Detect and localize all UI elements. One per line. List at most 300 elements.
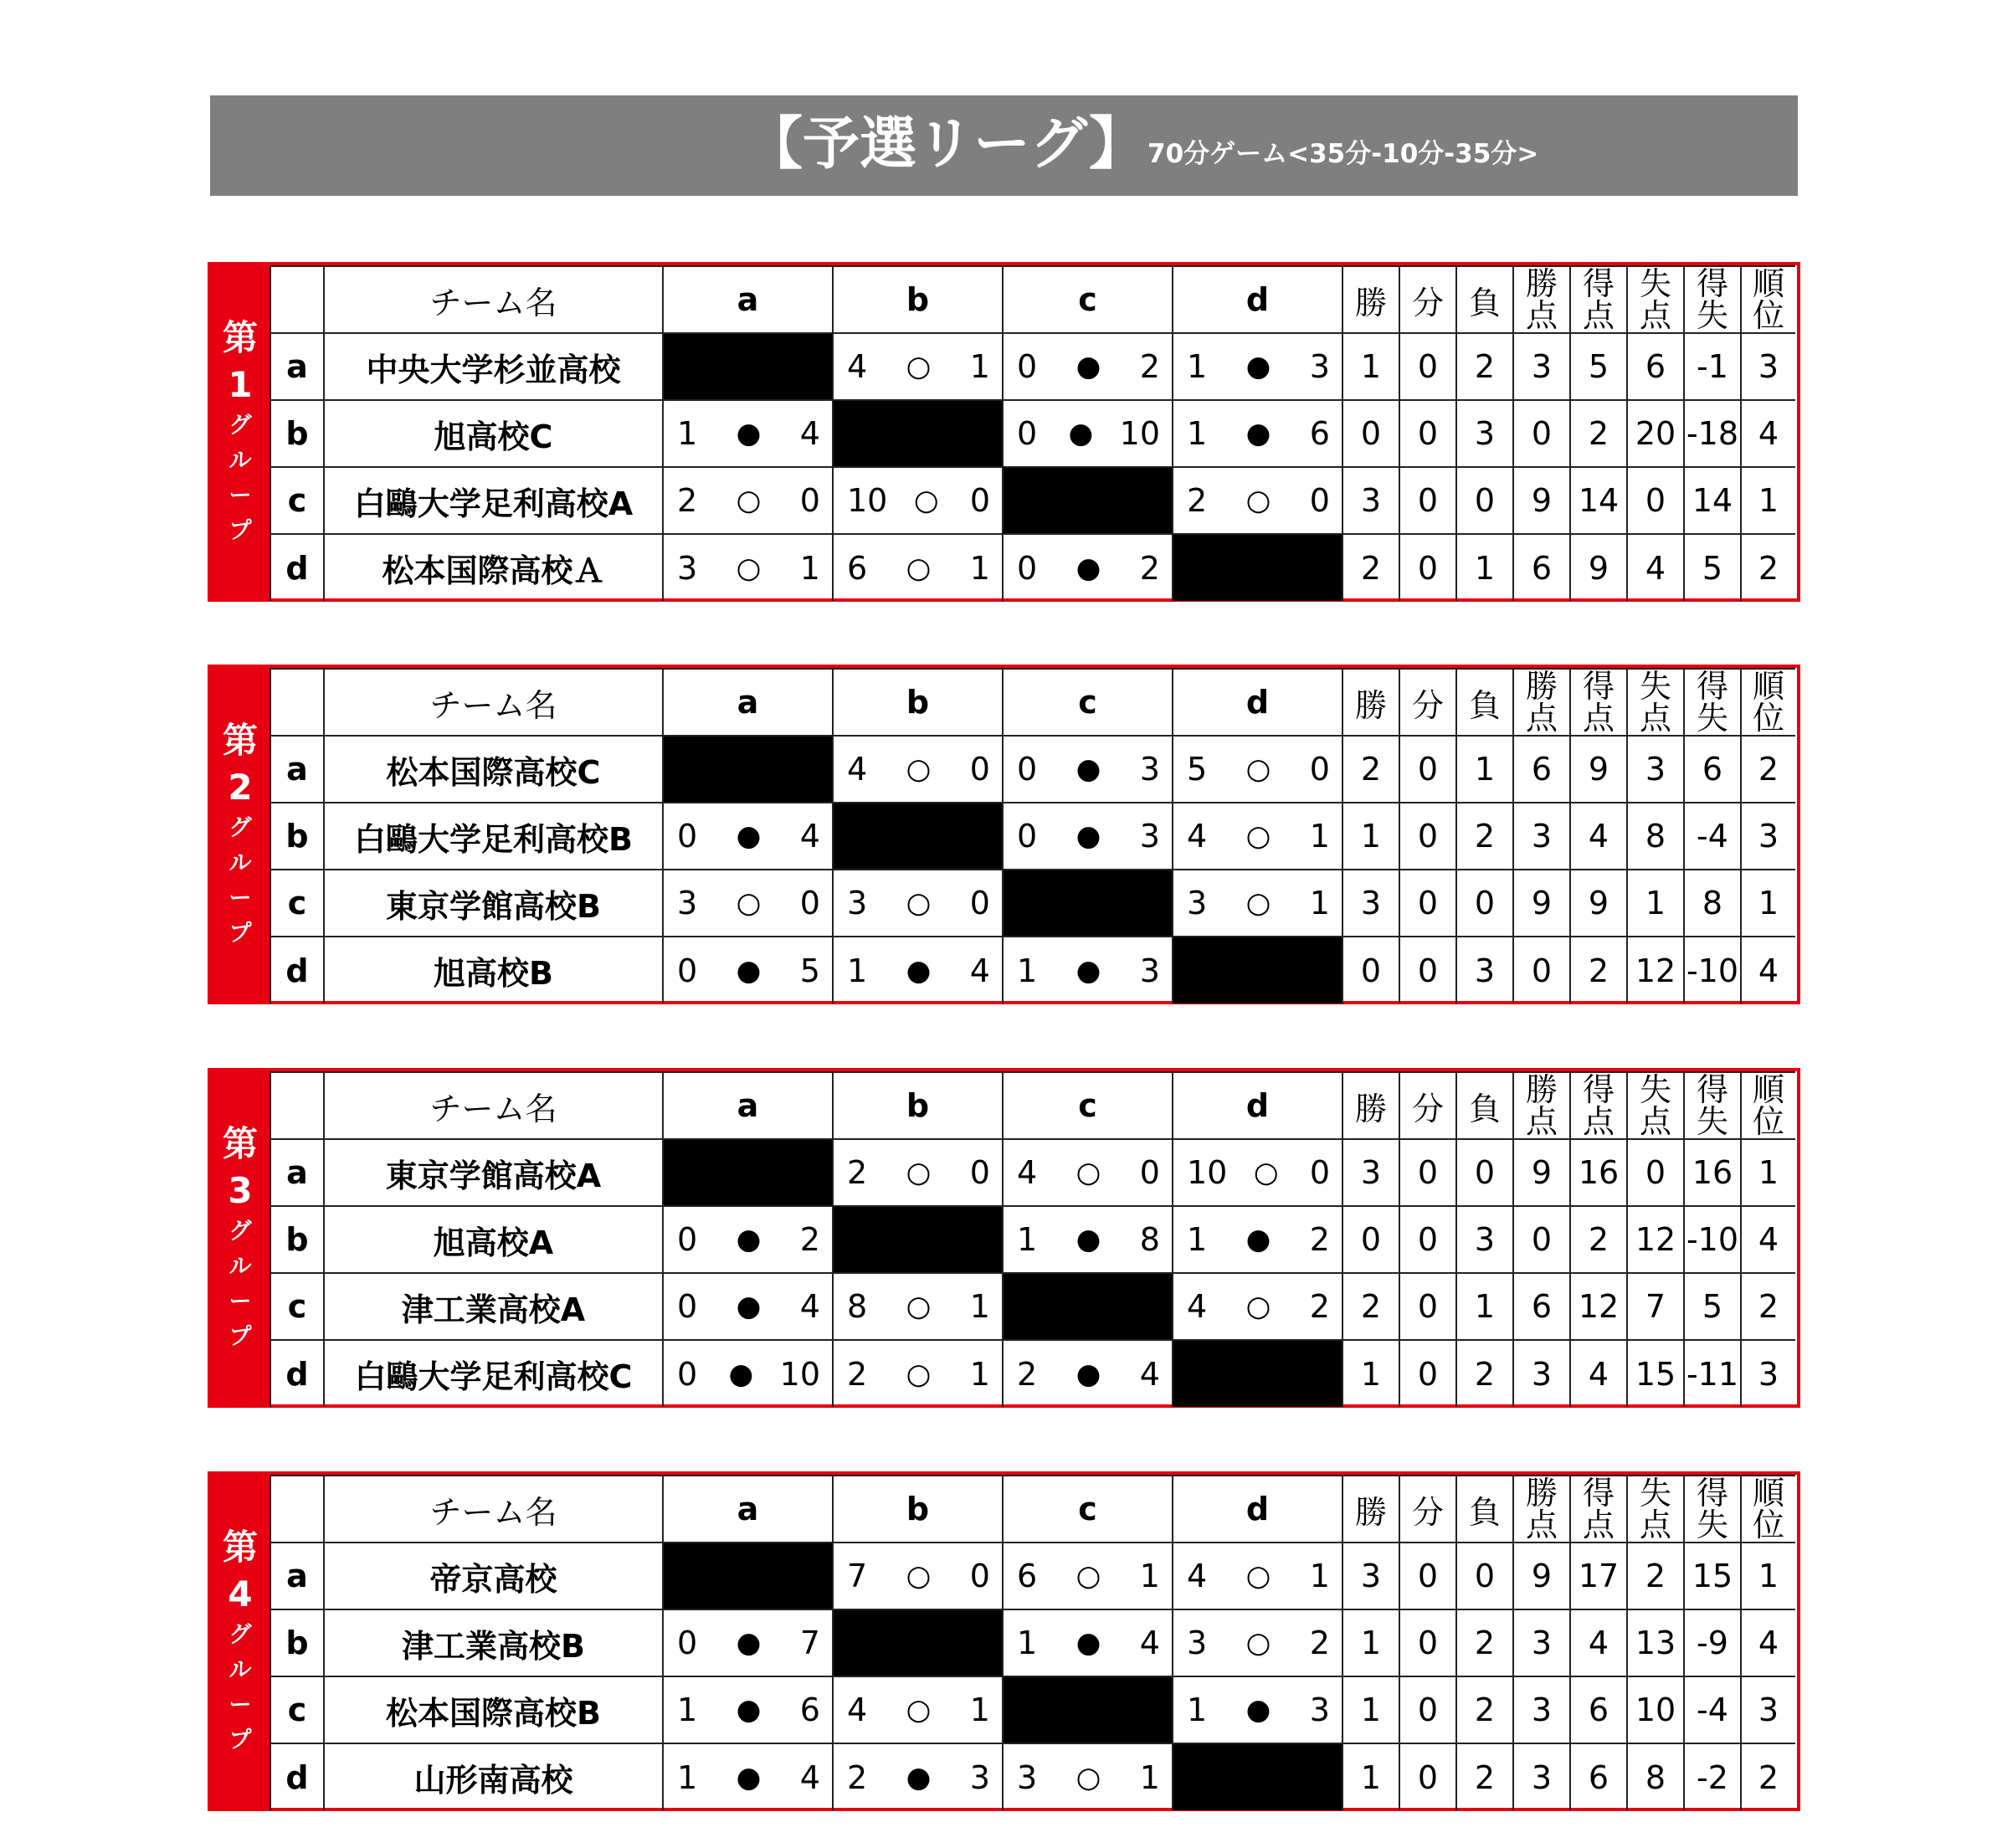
header-opponent: b xyxy=(833,1072,1003,1139)
stat-draws: 0 xyxy=(1399,870,1456,937)
match-score xyxy=(664,1356,832,1393)
group-label-char: グ xyxy=(228,1219,252,1245)
opponent-score: 2 xyxy=(1309,1625,1330,1661)
stat-draws: 0 xyxy=(1399,467,1456,534)
team-row xyxy=(270,467,1795,534)
header-char: 点 xyxy=(1525,1507,1558,1543)
opponent-score: 4 xyxy=(799,818,820,855)
header-loss: 負 xyxy=(1456,669,1513,736)
match-score xyxy=(1004,818,1172,855)
match-score xyxy=(834,1759,1002,1796)
header-team-name: チーム名 xyxy=(324,1072,663,1139)
loss-mark: ● xyxy=(736,1223,762,1256)
group-label xyxy=(211,668,270,1001)
stat-draws: 0 xyxy=(1399,400,1456,467)
match-result xyxy=(1173,1543,1342,1609)
opponent-score: 1 xyxy=(969,348,990,385)
team-name: 津工業高校B xyxy=(324,1609,663,1676)
stat-rank: 2 xyxy=(1741,1743,1795,1810)
opponent-score: 0 xyxy=(1139,1154,1160,1191)
header-char: 位 xyxy=(1752,1507,1784,1543)
team-row xyxy=(270,1273,1795,1340)
self-match-cell xyxy=(833,1206,1003,1273)
header-team-name: チーム名 xyxy=(324,669,663,736)
header-goals-for xyxy=(1570,1072,1627,1139)
match-result xyxy=(1003,937,1173,1004)
group-label-char: 第 xyxy=(222,720,258,761)
stat-goals-against: 20 xyxy=(1627,400,1684,467)
match-score xyxy=(1173,751,1342,788)
header-goals-for xyxy=(1570,1476,1627,1543)
row-key: b xyxy=(270,400,324,467)
stat-losses: 2 xyxy=(1456,1743,1513,1810)
opponent-score: 2 xyxy=(1309,1288,1330,1325)
loss-mark: ● xyxy=(736,1693,762,1727)
header-goal-diff xyxy=(1684,1072,1741,1139)
header-opponent: a xyxy=(663,266,833,333)
opponent-score: 10 xyxy=(779,1355,820,1393)
header-loss: 負 xyxy=(1456,1476,1513,1543)
opponent-score: 0 xyxy=(799,885,820,921)
opponent-score: 3 xyxy=(1309,348,1330,385)
stat-goals-for: 12 xyxy=(1570,1273,1627,1340)
own-score: 0 xyxy=(677,1625,698,1661)
team-name: 旭高校C xyxy=(324,400,663,467)
team-row xyxy=(270,333,1795,400)
match-score xyxy=(1173,1691,1342,1728)
match-score xyxy=(834,1356,1002,1393)
stat-goals-for: 2 xyxy=(1570,400,1627,467)
win-mark: ○ xyxy=(906,1156,932,1189)
team-name: 帝京高校 xyxy=(324,1543,663,1609)
opponent-score: 0 xyxy=(969,751,990,788)
stat-draws: 0 xyxy=(1399,736,1456,803)
stat-points: 6 xyxy=(1513,534,1570,601)
match-score xyxy=(1173,1558,1342,1594)
group-label-char: 3 xyxy=(228,1170,253,1211)
match-score xyxy=(664,885,832,921)
own-score: 10 xyxy=(1187,1154,1228,1191)
header-char: 点 xyxy=(1639,1507,1671,1543)
header-goals-for xyxy=(1570,266,1627,333)
loss-mark: ● xyxy=(906,1760,932,1794)
group-label-char: ル xyxy=(228,1657,252,1683)
loss-mark: ● xyxy=(736,1290,762,1323)
match-score xyxy=(664,1759,832,1796)
header-opponent: b xyxy=(833,266,1003,333)
self-match-cell xyxy=(1003,467,1173,534)
opponent-score: 0 xyxy=(969,885,990,921)
loss-mark: ● xyxy=(1245,350,1271,383)
group-label xyxy=(211,1071,270,1404)
own-score: 7 xyxy=(847,1558,868,1594)
stat-losses: 3 xyxy=(1456,1206,1513,1273)
group-label-char: ル xyxy=(228,448,252,474)
stat-goal-diff: 14 xyxy=(1684,467,1741,534)
stat-draws: 0 xyxy=(1399,1139,1456,1206)
opponent-score: 4 xyxy=(799,415,820,452)
match-result xyxy=(1173,803,1342,870)
opponent-score: 0 xyxy=(1309,1154,1330,1191)
stat-goal-diff: -1 xyxy=(1684,333,1741,400)
stat-goal-diff: -11 xyxy=(1684,1340,1741,1407)
win-mark: ○ xyxy=(736,484,762,517)
stat-losses: 0 xyxy=(1456,1139,1513,1206)
stat-goals-against: 13 xyxy=(1627,1609,1684,1676)
opponent-score: 1 xyxy=(1139,1758,1160,1796)
opponent-score: 8 xyxy=(1139,1221,1160,1258)
own-score: 2 xyxy=(847,1154,868,1191)
match-score xyxy=(664,818,832,855)
loss-mark: ● xyxy=(1076,819,1101,853)
stat-goal-diff: 5 xyxy=(1684,1273,1741,1340)
stat-wins: 1 xyxy=(1342,1676,1399,1743)
match-result xyxy=(663,1743,833,1810)
loss-mark: ● xyxy=(736,819,762,853)
own-score: 4 xyxy=(1017,1154,1038,1191)
group-label-char: ー xyxy=(228,1692,252,1718)
header-points xyxy=(1513,1476,1570,1543)
match-result xyxy=(833,333,1003,400)
match-result xyxy=(663,1340,833,1407)
header-row xyxy=(270,1072,1795,1139)
opponent-score: 0 xyxy=(799,482,820,519)
opponent-score: 1 xyxy=(1309,1558,1330,1594)
match-score xyxy=(1004,1625,1172,1661)
match-score xyxy=(834,482,1002,519)
stat-wins: 1 xyxy=(1342,1340,1399,1407)
match-score xyxy=(664,415,832,452)
header-char: 勝 xyxy=(1525,266,1558,302)
match-result xyxy=(833,467,1003,534)
win-mark: ○ xyxy=(1245,1290,1271,1323)
row-key: c xyxy=(270,870,324,937)
self-match-cell xyxy=(1003,1273,1173,1340)
row-key: c xyxy=(270,467,324,534)
header-opponent: c xyxy=(1003,1072,1173,1139)
team-name: 松本国際高校C xyxy=(324,736,663,803)
team-name: 津工業高校A xyxy=(324,1273,663,1340)
self-match-cell xyxy=(663,1543,833,1609)
match-score xyxy=(664,1691,832,1728)
stat-goal-diff: -10 xyxy=(1684,937,1741,1004)
group-block xyxy=(208,1068,1800,1408)
loss-mark: ● xyxy=(1076,551,1101,585)
match-result xyxy=(1003,400,1173,467)
self-match-cell xyxy=(1003,870,1173,937)
header-char: 得 xyxy=(1582,266,1615,302)
team-row xyxy=(270,736,1795,803)
match-score xyxy=(1173,348,1342,385)
opponent-score: 10 xyxy=(1119,415,1160,452)
loss-mark: ● xyxy=(736,1760,762,1794)
header-char: 位 xyxy=(1752,297,1784,333)
own-score: 4 xyxy=(1187,818,1208,855)
match-result xyxy=(1003,1206,1173,1273)
match-score xyxy=(1173,482,1342,519)
header-team-name: チーム名 xyxy=(324,266,663,333)
self-match-cell xyxy=(833,1609,1003,1676)
own-score: 1 xyxy=(1187,1691,1208,1728)
stat-wins: 1 xyxy=(1342,1743,1399,1810)
win-mark: ○ xyxy=(906,1693,932,1727)
stat-wins: 2 xyxy=(1342,736,1399,803)
stat-rank: 4 xyxy=(1741,1609,1795,1676)
group-label-char: 1 xyxy=(228,364,253,405)
opponent-score: 2 xyxy=(1309,1221,1330,1258)
header-char: 失 xyxy=(1696,1103,1728,1139)
win-mark: ○ xyxy=(736,886,762,920)
header-char: 点 xyxy=(1639,1103,1671,1139)
stat-wins: 2 xyxy=(1342,1273,1399,1340)
match-result xyxy=(833,1743,1003,1810)
standings-table xyxy=(270,1071,1795,1407)
stat-goals-for: 2 xyxy=(1570,937,1627,1004)
loss-mark: ● xyxy=(1068,417,1094,450)
stat-losses: 3 xyxy=(1456,937,1513,1004)
group-label-char: 4 xyxy=(228,1573,253,1614)
match-result xyxy=(663,870,833,937)
stat-goals-for: 16 xyxy=(1570,1139,1627,1206)
header-char: 失 xyxy=(1639,266,1671,302)
stat-goals-for: 4 xyxy=(1570,1340,1627,1407)
stat-goals-against: 6 xyxy=(1627,333,1684,400)
stat-points: 0 xyxy=(1513,400,1570,467)
header-row xyxy=(270,669,1795,736)
stat-draws: 0 xyxy=(1399,937,1456,1004)
own-score: 1 xyxy=(1187,415,1208,452)
match-result xyxy=(1003,1743,1173,1810)
own-score: 1 xyxy=(1187,1221,1208,1258)
loss-mark: ● xyxy=(1245,1693,1271,1727)
match-result xyxy=(1173,467,1342,534)
group-label-char: グ xyxy=(228,413,252,439)
stat-goal-diff: 8 xyxy=(1684,870,1741,937)
opponent-score: 1 xyxy=(799,549,820,587)
own-score: 3 xyxy=(1017,1758,1038,1796)
own-score: 0 xyxy=(1017,348,1038,385)
header-char: 得 xyxy=(1696,669,1728,705)
self-match-cell xyxy=(1173,1743,1342,1810)
stat-goals-for: 17 xyxy=(1570,1543,1627,1609)
opponent-score: 7 xyxy=(799,1625,820,1661)
own-score: 0 xyxy=(1017,415,1038,452)
own-score: 0 xyxy=(677,1221,698,1258)
stat-goal-diff: 16 xyxy=(1684,1139,1741,1206)
stat-draws: 0 xyxy=(1399,534,1456,601)
loss-mark: ● xyxy=(1245,1223,1271,1256)
row-key: d xyxy=(270,1743,324,1810)
stat-draws: 0 xyxy=(1399,1676,1456,1743)
header-points xyxy=(1513,669,1570,736)
self-match-cell xyxy=(833,803,1003,870)
opponent-score: 3 xyxy=(1309,1691,1330,1728)
header-goal-diff xyxy=(1684,669,1741,736)
team-row xyxy=(270,1139,1795,1206)
stat-points: 9 xyxy=(1513,1543,1570,1609)
team-row xyxy=(270,534,1795,601)
match-score xyxy=(1173,1625,1342,1661)
header-draw: 分 xyxy=(1399,669,1456,736)
stat-rank: 3 xyxy=(1741,1676,1795,1743)
match-result xyxy=(663,803,833,870)
stat-losses: 2 xyxy=(1456,1340,1513,1407)
group-label-char: ー xyxy=(228,483,252,509)
group-label xyxy=(211,265,270,598)
header-opponent: c xyxy=(1003,1476,1173,1543)
header-rank xyxy=(1741,669,1795,736)
group-label-char: ー xyxy=(228,1289,252,1315)
team-name: 東京学館高校A xyxy=(324,1139,663,1206)
header-loss: 負 xyxy=(1456,1072,1513,1139)
team-name: 中央大学杉並高校 xyxy=(324,333,663,400)
opponent-score: 4 xyxy=(1139,1355,1160,1393)
header-goals-against xyxy=(1627,669,1684,736)
own-score: 4 xyxy=(1187,1558,1208,1594)
row-key: a xyxy=(270,1139,324,1206)
match-score xyxy=(834,348,1002,385)
group-label-char: 第 xyxy=(222,317,258,358)
match-score xyxy=(664,952,832,989)
stat-points: 3 xyxy=(1513,1676,1570,1743)
stat-points: 0 xyxy=(1513,1206,1570,1273)
own-score: 2 xyxy=(847,1758,868,1796)
team-name: 白鷗大学足利高校C xyxy=(324,1340,663,1407)
team-name: 旭高校B xyxy=(324,937,663,1004)
stat-points: 0 xyxy=(1513,937,1570,1004)
group-label-char: プ xyxy=(228,518,252,544)
header-char: 点 xyxy=(1582,700,1615,736)
match-result xyxy=(663,1273,833,1340)
match-score xyxy=(1004,1221,1172,1258)
opponent-score: 2 xyxy=(799,1221,820,1258)
match-score xyxy=(834,751,1002,788)
stat-rank: 1 xyxy=(1741,467,1795,534)
own-score: 2 xyxy=(677,482,698,519)
stat-wins: 0 xyxy=(1342,400,1399,467)
match-result xyxy=(1173,400,1342,467)
match-score xyxy=(834,1558,1002,1594)
win-mark: ○ xyxy=(906,1357,932,1391)
row-key: a xyxy=(270,736,324,803)
stat-goals-against: 10 xyxy=(1627,1676,1684,1743)
row-key: b xyxy=(270,803,324,870)
own-score: 3 xyxy=(677,549,698,587)
match-result xyxy=(1173,1676,1342,1743)
stat-rank: 4 xyxy=(1741,937,1795,1004)
own-score: 1 xyxy=(677,415,698,452)
stat-goals-for: 2 xyxy=(1570,1206,1627,1273)
header-row xyxy=(270,266,1795,333)
team-row xyxy=(270,400,1795,467)
header-rank xyxy=(1741,1072,1795,1139)
stat-losses: 3 xyxy=(1456,400,1513,467)
own-score: 0 xyxy=(1017,751,1038,788)
win-mark: ○ xyxy=(906,1290,932,1323)
stat-losses: 0 xyxy=(1456,1543,1513,1609)
header-goals-for xyxy=(1570,669,1627,736)
header-char: 失 xyxy=(1696,1507,1728,1543)
match-result xyxy=(663,1676,833,1743)
row-key: c xyxy=(270,1676,324,1743)
stat-points: 3 xyxy=(1513,1340,1570,1407)
opponent-score: 3 xyxy=(1139,952,1160,989)
win-mark: ○ xyxy=(1076,1156,1101,1189)
stat-losses: 1 xyxy=(1456,1273,1513,1340)
stat-points: 9 xyxy=(1513,870,1570,937)
match-score xyxy=(664,550,832,587)
header-opponent: d xyxy=(1173,1072,1342,1139)
opponent-score: 0 xyxy=(969,1558,990,1594)
own-score: 1 xyxy=(1187,348,1208,385)
stat-goals-for: 4 xyxy=(1570,803,1627,870)
header-char: 得 xyxy=(1582,1072,1615,1108)
match-result xyxy=(833,937,1003,1004)
match-score xyxy=(834,952,1002,989)
own-score: 2 xyxy=(847,1355,868,1393)
stat-goals-against: 1 xyxy=(1627,870,1684,937)
own-score: 0 xyxy=(1017,549,1038,587)
stat-goals-for: 9 xyxy=(1570,534,1627,601)
stat-draws: 0 xyxy=(1399,1340,1456,1407)
win-mark: ○ xyxy=(913,484,939,517)
own-score: 0 xyxy=(677,952,698,989)
own-score: 4 xyxy=(1187,1288,1208,1325)
stat-goal-diff: -4 xyxy=(1684,803,1741,870)
header-loss: 負 xyxy=(1456,266,1513,333)
header-draw: 分 xyxy=(1399,1072,1456,1139)
win-mark: ○ xyxy=(1245,1626,1271,1660)
win-mark: ○ xyxy=(906,752,932,786)
team-name: 白鷗大学足利高校A xyxy=(324,467,663,534)
match-score xyxy=(664,1625,832,1661)
header-char: 勝 xyxy=(1525,1072,1558,1108)
header-char: 点 xyxy=(1582,297,1615,333)
stat-goal-diff: -9 xyxy=(1684,1609,1741,1676)
own-score: 3 xyxy=(1187,1625,1208,1661)
own-score: 4 xyxy=(847,1691,868,1728)
team-row xyxy=(270,1340,1795,1407)
match-result xyxy=(1003,1609,1173,1676)
match-score xyxy=(1004,348,1172,385)
stat-goals-for: 6 xyxy=(1570,1676,1627,1743)
stat-points: 3 xyxy=(1513,333,1570,400)
stat-wins: 3 xyxy=(1342,1543,1399,1609)
team-name: 松本国際高校Ａ xyxy=(324,534,663,601)
self-match-cell xyxy=(1003,1676,1173,1743)
stat-losses: 2 xyxy=(1456,1609,1513,1676)
match-score xyxy=(1173,415,1342,452)
own-score: 2 xyxy=(1017,1355,1038,1393)
team-row xyxy=(270,1543,1795,1609)
header-char: 点 xyxy=(1525,297,1558,333)
standings-table xyxy=(270,265,1795,601)
group-block xyxy=(208,1471,1800,1811)
match-result xyxy=(663,1206,833,1273)
group-label-char: 第 xyxy=(222,1527,258,1568)
match-result xyxy=(833,534,1003,601)
opponent-score: 1 xyxy=(1309,885,1330,921)
team-name: 山形南高校 xyxy=(324,1743,663,1810)
group-label-char: ル xyxy=(228,850,252,876)
header-goals-against xyxy=(1627,1476,1684,1543)
match-result xyxy=(1003,534,1173,601)
win-mark: ○ xyxy=(1245,1559,1271,1593)
title-banner xyxy=(210,95,1798,196)
self-match-cell xyxy=(1173,1340,1342,1407)
stat-losses: 2 xyxy=(1456,333,1513,400)
stat-goals-against: 15 xyxy=(1627,1340,1684,1407)
